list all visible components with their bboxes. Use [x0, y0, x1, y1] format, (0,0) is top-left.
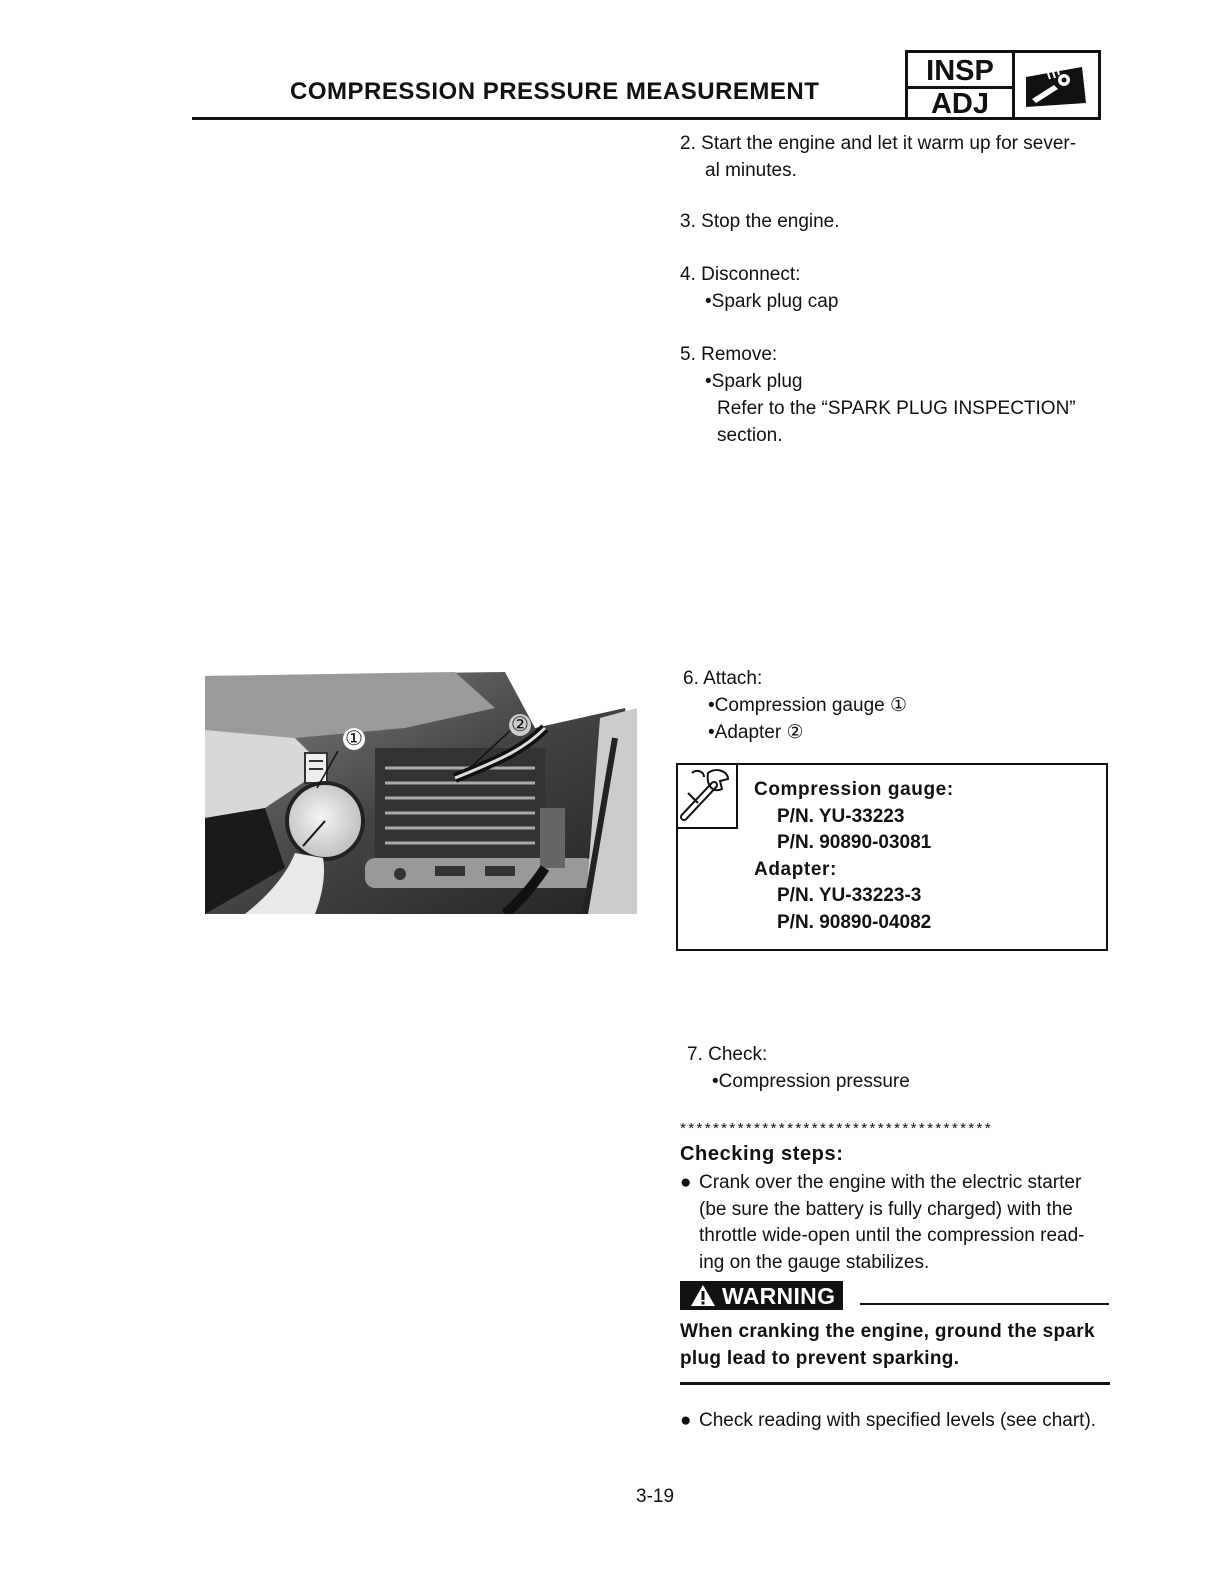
adapter-pn-2: P/N. 90890-04082 — [777, 911, 932, 933]
page-title: COMPRESSION PRESSURE MEASUREMENT — [290, 78, 820, 105]
checking-bullet-1: ● Crank over the engine with the electric starter (be sure the battery is fully charged) with the throttle wide-open until the compression read- ing on the gauge stabilizes. — [680, 1172, 1085, 1273]
step-7: 7. Check: • Compression pressure — [687, 1041, 1117, 1095]
step-2: 2. Start the engine and let it warm up for sever- al minutes. — [680, 130, 1076, 184]
special-tool-icon — [676, 763, 738, 829]
section-badge — [905, 50, 1101, 120]
checking-steps-title: Checking steps: — [680, 1143, 844, 1165]
warning-rule — [860, 1303, 1109, 1305]
star-separator: ************************************** — [680, 1120, 994, 1137]
warning-triangle-icon — [690, 1284, 716, 1307]
list-item: • Spark plug cap — [680, 288, 838, 315]
list-item: • Spark plug — [680, 368, 1076, 395]
header-rule — [192, 117, 907, 120]
badge-adj: ADJ — [930, 88, 989, 120]
list-item: • Compression pressure — [687, 1068, 1117, 1095]
checking-bullet-2: ● Check reading with specified levels (see chart). — [680, 1408, 1112, 1435]
bullet-icon: ● — [680, 1172, 692, 1193]
list-item: • Adapter ② — [683, 719, 1113, 746]
spec-text — [754, 777, 954, 936]
gauge-pn-1: P/N. YU-33223 — [777, 805, 905, 827]
page-number: 3-19 — [636, 1486, 675, 1507]
callout-2: ② — [509, 714, 531, 736]
gauge-pn-2: P/N. 90890-03081 — [777, 832, 932, 853]
special-tool-box — [676, 763, 1108, 951]
step-3: 3. Stop the engine. — [680, 211, 840, 232]
step-6: 6. Attach: • Compression gauge ① • Adapter ② — [683, 665, 1113, 746]
step-5: 5. Remove: • Spark plug Refer to the “SPARK PLUG INSPECTION” section. — [680, 341, 1076, 449]
bullet-icon: ● — [680, 1410, 692, 1431]
list-item: • Compression gauge ① — [683, 692, 1113, 719]
note-line-1: Refer to the “SPARK PLUG INSPECTION” — [717, 398, 1076, 419]
gauge-label: Compression gauge: — [754, 779, 954, 800]
step-2-line-2: al minutes. — [705, 160, 797, 181]
note-line-2: section. — [717, 425, 783, 446]
step-2-line-1: Start the engine and let it warm up for sever- — [701, 133, 1077, 154]
warning-badge: WARNING — [680, 1281, 843, 1310]
engine-photo — [205, 668, 637, 914]
adapter-label: Adapter: — [754, 858, 837, 880]
callout-1: ① — [343, 728, 365, 750]
adapter-pn-1: P/N. YU-33223-3 — [777, 885, 922, 906]
step-4: 4. Disconnect: • Spark plug cap — [680, 261, 838, 315]
badge-insp: INSP — [908, 53, 1012, 89]
wrench-tool-icon — [1020, 63, 1092, 111]
warning-bottom-rule — [680, 1382, 1110, 1385]
warning-text: When cranking the engine, ground the spark plug lead to prevent sparking. — [680, 1321, 1095, 1369]
